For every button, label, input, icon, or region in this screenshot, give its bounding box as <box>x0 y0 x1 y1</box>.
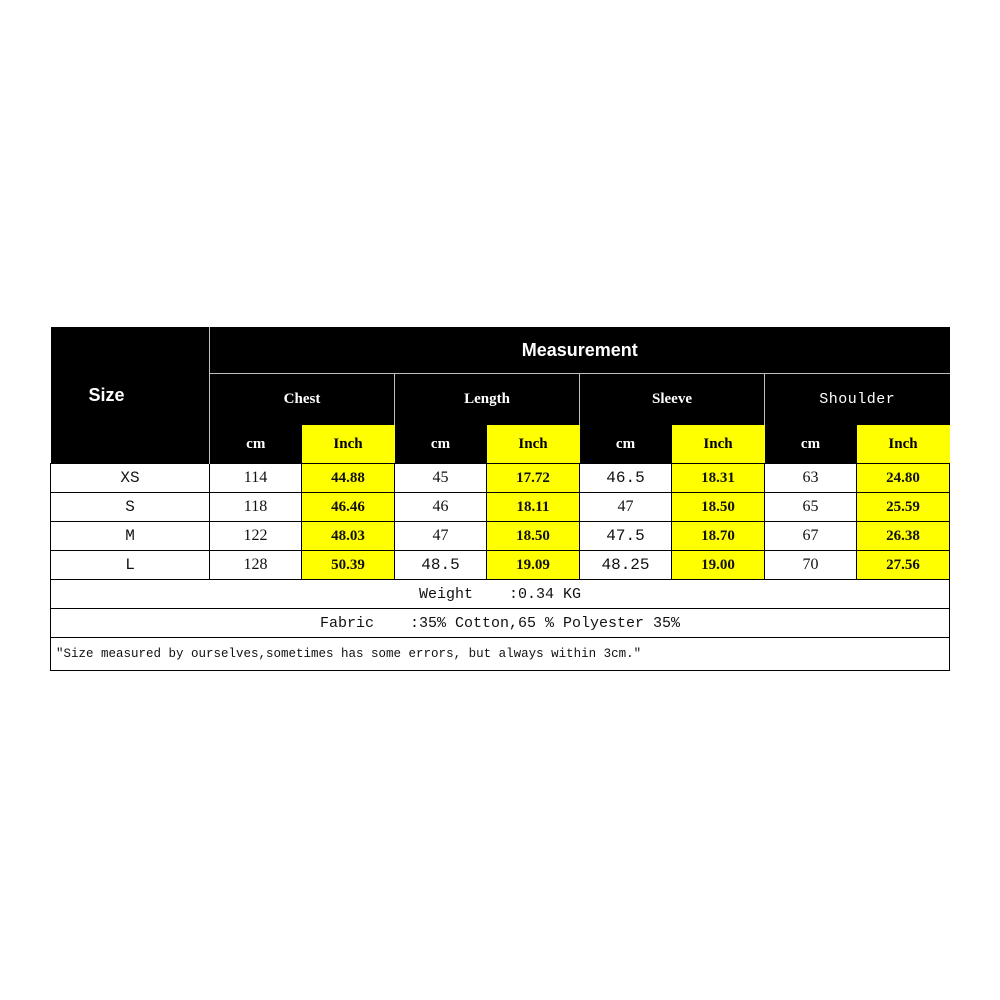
unit-cm-chest: cm <box>210 425 302 464</box>
weight-cell <box>51 580 950 609</box>
fabric-value: :35% Cotton,65 % Polyester 35% <box>410 614 681 632</box>
fabric-row <box>51 609 950 638</box>
unit-cm-length: cm <box>395 425 487 464</box>
table-row <box>51 493 950 522</box>
shoulder-cm-cell: 70 <box>765 551 857 580</box>
note-row <box>51 638 950 671</box>
shoulder-inch-cell: 24.80 <box>857 464 950 493</box>
chest-cm-cell: 128 <box>210 551 302 580</box>
chest-cm-cell: 118 <box>210 493 302 522</box>
shoulder-inch-cell: 25.59 <box>857 493 950 522</box>
shoulder-inch-cell: 26.38 <box>857 522 950 551</box>
size-cell: S <box>51 493 210 522</box>
size-cell: M <box>51 522 210 551</box>
size-cell: L <box>51 551 210 580</box>
sleeve-cm-cell: 46.5 <box>580 464 672 493</box>
shoulder-cm-cell: 65 <box>765 493 857 522</box>
length-inch-cell: 17.72 <box>487 464 580 493</box>
table-row <box>51 551 950 580</box>
measurement-header: Measurement <box>210 327 950 374</box>
chest-inch-cell: 48.03 <box>302 522 395 551</box>
fabric-cell <box>51 609 950 638</box>
length-cm-cell: 46 <box>395 493 487 522</box>
shoulder-inch-cell: 27.56 <box>857 551 950 580</box>
sleeve-cm-cell: 47.5 <box>580 522 672 551</box>
chest-inch-cell: 44.88 <box>302 464 395 493</box>
unit-cm-shoulder: cm <box>765 425 857 464</box>
size-note: "Size measured by ourselves,sometimes has some errors, but always within 3cm." <box>51 638 950 671</box>
sleeve-inch-cell: 18.70 <box>672 522 765 551</box>
shoulder-cm-cell: 63 <box>765 464 857 493</box>
weight-label: Weight <box>419 585 474 603</box>
size-chart-table <box>50 327 950 671</box>
table-row <box>51 464 950 493</box>
sleeve-inch-cell: 18.50 <box>672 493 765 522</box>
length-header: Length <box>395 374 580 426</box>
shoulder-cm-cell: 67 <box>765 522 857 551</box>
length-cm-cell: 48.5 <box>395 551 487 580</box>
size-cell: XS <box>51 464 210 493</box>
sleeve-cm-cell: 48.25 <box>580 551 672 580</box>
size-header: Size <box>51 327 210 464</box>
chest-cm-cell: 122 <box>210 522 302 551</box>
unit-inch-length: Inch <box>487 425 580 464</box>
sleeve-inch-cell: 18.31 <box>672 464 765 493</box>
weight-row <box>51 580 950 609</box>
length-inch-cell: 18.11 <box>487 493 580 522</box>
table-row <box>51 522 950 551</box>
chest-inch-cell: 50.39 <box>302 551 395 580</box>
shoulder-header: Shoulder <box>765 374 950 426</box>
chest-inch-cell: 46.46 <box>302 493 395 522</box>
length-cm-cell: 47 <box>395 522 487 551</box>
length-cm-cell: 45 <box>395 464 487 493</box>
length-inch-cell: 19.09 <box>487 551 580 580</box>
weight-value: :0.34 KG <box>509 585 582 603</box>
sleeve-inch-cell: 19.00 <box>672 551 765 580</box>
sleeve-cm-cell: 47 <box>580 493 672 522</box>
unit-inch-shoulder: Inch <box>857 425 950 464</box>
unit-inch-chest: Inch <box>302 425 395 464</box>
fabric-label: Fabric <box>319 614 374 632</box>
unit-cm-sleeve: cm <box>580 425 672 464</box>
sleeve-header: Sleeve <box>580 374 765 426</box>
chest-cm-cell: 114 <box>210 464 302 493</box>
length-inch-cell: 18.50 <box>487 522 580 551</box>
unit-inch-sleeve: Inch <box>672 425 765 464</box>
chest-header: Chest <box>210 374 395 426</box>
